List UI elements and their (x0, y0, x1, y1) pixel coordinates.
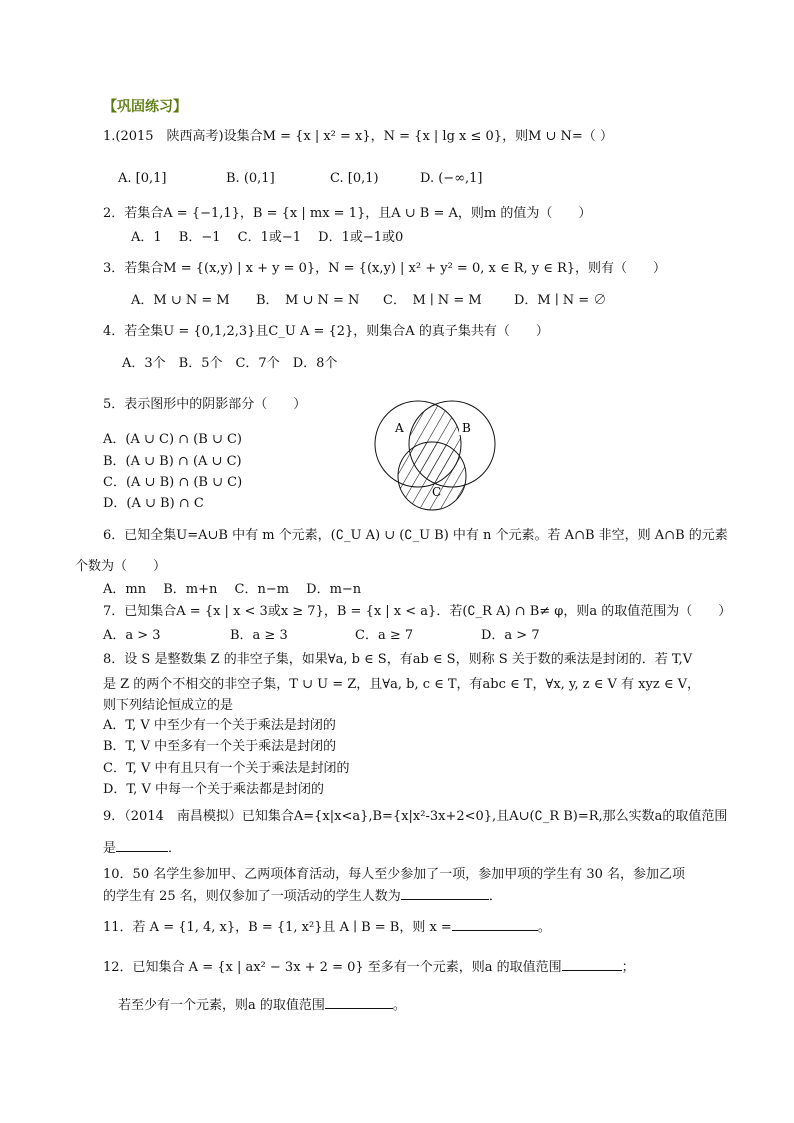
q12-end-2: 。 (392, 998, 406, 1013)
q11-text: 11．若 A = {1, 4, x}，B = {1, x²}且 A ∣ B = B，则 x = (103, 920, 452, 935)
q7-option-c: C．a ≥ 7 (355, 628, 414, 643)
q11-answer-blank[interactable] (452, 918, 538, 931)
q10-text: 的学生有 25 名，则仅参加了一项活动的学生人数为 (103, 889, 401, 904)
label-a: A (395, 421, 404, 435)
q4-options: A．3个 B．5个 C．7个 D．8个 (122, 356, 338, 371)
question-2-stem: 2．若集合A = {−1,1}，B = {x | mx = 1}，且A ∪ B = A，则m 的值为（ ） (103, 206, 592, 221)
q1-option-b: B. (0,1] (226, 171, 275, 186)
q12-answer-blank-1[interactable] (562, 958, 622, 971)
question-8-line3: 则下列结论恒成立的是 (103, 698, 234, 713)
label-b: B (462, 421, 471, 435)
q12-answer-blank-2[interactable] (325, 996, 393, 1009)
question-7-stem: 7．已知集合A = {x | x < 3或x ≥ 7}，B = {x | x < a}．若(∁_R A) ∩ B≠ φ，则a 的取值范围为（ ） (103, 604, 732, 619)
q12-text-2: 若至少有一个元素，则a 的取值范围 (118, 998, 325, 1013)
question-5-stem: 5．表示图形中的阴影部分（ ） (103, 397, 307, 412)
question-6-stem: 6．已知全集U=A∪B 中有 m 个元素，(∁_U A) ∪ (∁_U B) 中有 n 个元素。若 A∩B 非空，则 A∩B 的元素 (103, 528, 728, 543)
q9-text: 是 (103, 841, 117, 856)
q5-option-b: B．(A ∪ B) ∩ (A ∪ C) (103, 454, 242, 469)
question-8-line2: 是 Z 的两个不相交的非空子集，T ∪ U = Z，且∀a, b, c ∈ T，有abc ∈ T，∀x, y, z ∈ V 有 xyz ∈ V， (103, 677, 700, 692)
venn-diagram (368, 400, 508, 525)
q7-option-b: B．a ≥ 3 (230, 628, 288, 643)
q10-answer-blank[interactable] (401, 887, 489, 900)
question-12-line1 (103, 958, 635, 977)
q7-option-d: D．a > 7 (481, 628, 540, 643)
q8-option-d: D．T, V 中每一个关于乘法都是封闭的 (103, 782, 324, 797)
q8-option-a: A．T, V 中至少有一个关于乘法是封闭的 (103, 718, 336, 733)
question-12-line2 (118, 996, 406, 1015)
q5-option-a: A．(A ∪ C) ∩ (B ∪ C) (103, 432, 242, 447)
question-9-line1: 9．（2014 南昌模拟）已知集合A={x|x<a},B={x|x²-3x+2<0},且A∪(∁_R B)=R,那么实数a的取值范围 (103, 809, 728, 824)
q1-option-c: C. [0,1) (330, 171, 379, 186)
question-11 (103, 918, 551, 937)
q3-option-a: A．M ∪ N = M (131, 293, 230, 308)
q6-options: A．mn B．m+n C．n−m D．m−n (103, 582, 362, 597)
question-4-stem: 4．若全集U = {0,1,2,3}且C_U A = {2}，则集合A 的真子集共有（ ） (103, 324, 549, 339)
q1-option-d: D. (−∞,1] (420, 171, 483, 186)
q9-answer-blank[interactable] (116, 839, 168, 852)
q1-option-a: A. [0,1] (118, 171, 167, 186)
question-3-stem: 3．若集合M = {(x,y) | x + y = 0}，N = {(x,y) | x² + y² = 0, x ∈ R, y ∈ R}，则有（ ） (103, 261, 667, 276)
q12-text-1: 12．已知集合 A = {x | ax² − 3x + 2 = 0} 至多有一个元素，则a 的取值范围 (103, 960, 562, 975)
section-title: 【巩固练习】 (103, 99, 187, 115)
label-c: C (432, 485, 442, 499)
question-10-line1: 10．50 名学生参加甲、乙两项体育活动，每人至少参加了一项，参加甲项的学生有 30 名，参加乙项 (103, 867, 686, 882)
question-1-stem: 1.(2015 陕西高考)设集合M = {x | x² = x}，N = {x | lg x ≤ 0}，则M ∪ N=（ ） (103, 129, 613, 144)
question-8-line1: 8．设 S 是整数集 Z 的非空子集，如果∀a, b ∈ S，有ab ∈ S，则称 S 关于数的乘法是封闭的．若 T,V (103, 652, 693, 667)
q5-option-d: D．(A ∪ B) ∩ C (103, 496, 204, 511)
q3-option-b: B． M ∪ N = N (256, 293, 360, 308)
question-9-line2: 是 ． (103, 841, 182, 856)
q2-options: A．1 B．−1 C．1或−1 D．1或−1或0 (131, 230, 404, 245)
q8-option-b: B．T, V 中至多有一个关于乘法是封闭的 (103, 739, 337, 754)
q7-option-a: A．a > 3 (103, 628, 161, 643)
q8-option-c: C．T, V 中有且只有一个关于乘法是封闭的 (103, 761, 350, 776)
q3-option-d: D．M ∣ N = ∅ (514, 293, 607, 308)
q11-end: 。 (537, 920, 551, 935)
q3-option-c: C． M ∣ N = M (383, 293, 482, 308)
q12-end-1: ； (621, 960, 635, 975)
q5-option-c: C．(A ∪ B) ∩ (B ∪ C) (103, 475, 243, 490)
question-6-stem-cont: 个数为（ ） (75, 559, 167, 574)
question-10-line2: 的学生有 25 名，则仅参加了一项活动的学生人数为 ． (103, 889, 502, 904)
